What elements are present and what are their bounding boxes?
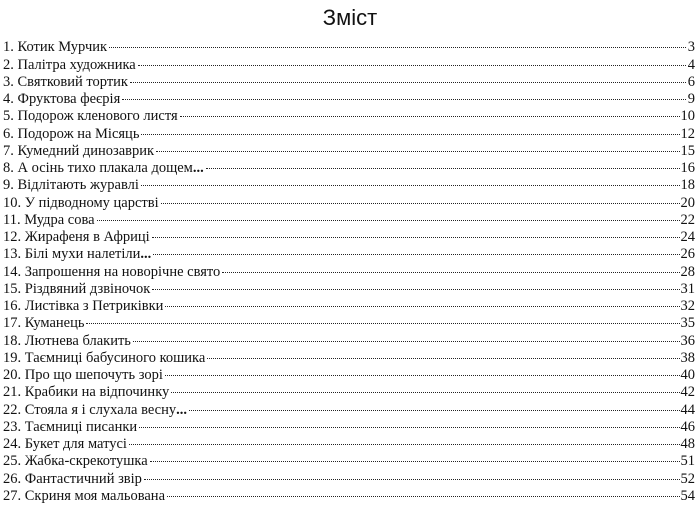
toc-dot-leader bbox=[167, 483, 680, 500]
toc-dot-leader bbox=[129, 431, 680, 448]
toc-entry-ellipsis: ... bbox=[176, 401, 187, 418]
toc-entry-title bbox=[3, 177, 141, 194]
toc-entry-label: Листівка з Петриківки bbox=[24, 298, 164, 314]
toc-entry-label: Скриня моя мальована bbox=[24, 487, 165, 504]
toc-dot-leader bbox=[206, 155, 680, 172]
toc-page-number: 15 bbox=[680, 142, 695, 159]
toc-dot-leader bbox=[130, 69, 686, 86]
toc-dot-leader bbox=[139, 414, 679, 431]
toc-entry-label: Котик Мурчик bbox=[17, 39, 108, 56]
toc-entry-title bbox=[3, 39, 109, 56]
toc-entry-number: 4. bbox=[3, 91, 14, 107]
toc-entry-number: 27. bbox=[3, 487, 22, 504]
toc-entry-number: 5. bbox=[3, 108, 14, 125]
toc-entry-title bbox=[3, 333, 133, 350]
toc-entry bbox=[3, 224, 695, 245]
toc-entry-label: У підводному царстві bbox=[24, 194, 159, 211]
toc-entry-number: 14. bbox=[3, 263, 22, 280]
toc-page-number: 26 bbox=[680, 246, 695, 263]
toc-dot-leader bbox=[165, 362, 680, 379]
toc-entry-title bbox=[3, 419, 139, 436]
toc-dot-leader bbox=[152, 276, 679, 293]
toc-entry-label: Білі мухи налетіли bbox=[24, 246, 141, 263]
toc-entry-label: Букет для матусі bbox=[24, 436, 127, 452]
toc-entry-number: 26. bbox=[3, 470, 22, 487]
toc-entry-label: Про що шепочуть зорі bbox=[24, 367, 163, 383]
toc-entry-number: 3. bbox=[3, 73, 14, 90]
toc-page-number: 40 bbox=[680, 367, 695, 383]
toc-entry-title bbox=[3, 91, 122, 108]
toc-page-number: 4 bbox=[687, 56, 695, 73]
toc-page-number: 10 bbox=[680, 108, 695, 125]
toc-entry bbox=[3, 310, 695, 332]
toc-entry-title bbox=[3, 281, 152, 298]
toc-entry-label: Відлітають журавлі bbox=[17, 177, 139, 194]
toc-page-number: 35 bbox=[680, 315, 695, 332]
toc-entry-number: 15. bbox=[3, 280, 22, 297]
toc-page-number: 6 bbox=[687, 73, 695, 90]
toc-entry-number: 20. bbox=[3, 367, 22, 383]
toc-entry-label: Фруктова феєрія bbox=[17, 91, 121, 107]
toc-dot-leader bbox=[207, 345, 679, 362]
toc-dot-leader bbox=[133, 327, 680, 344]
toc-entry-label: Палітра художника bbox=[17, 56, 136, 73]
toc-entry-number: 19. bbox=[3, 349, 22, 366]
toc-page-number: 38 bbox=[680, 349, 695, 366]
toc-entry-label: Запрошення на новорічне свято bbox=[24, 263, 221, 280]
toc-dot-leader bbox=[138, 51, 686, 68]
toc-entry-label: Подорож на Місяць bbox=[17, 125, 140, 142]
toc-page-number: 16 bbox=[680, 160, 695, 176]
toc-dot-leader bbox=[150, 448, 680, 465]
toc-entry-number: 25. bbox=[3, 453, 22, 470]
toc-dot-leader bbox=[152, 224, 680, 241]
toc-page-number: 28 bbox=[680, 263, 695, 280]
toc-entry-number: 9. bbox=[3, 177, 14, 194]
toc-entry-number: 10. bbox=[3, 194, 22, 211]
toc-entry-number: 17. bbox=[3, 315, 22, 332]
toc-entry-number: 21. bbox=[3, 384, 22, 401]
toc-entry bbox=[3, 327, 695, 349]
toc-entry-label: Подорож кленового листя bbox=[17, 108, 178, 125]
toc-entry-label: Таємниці писанки bbox=[24, 418, 138, 435]
toc-entry-label: Куманець bbox=[24, 315, 85, 332]
toc-page-number: 44 bbox=[680, 401, 695, 418]
toc-dot-leader bbox=[153, 241, 679, 258]
table-of-contents bbox=[3, 34, 695, 504]
toc-dot-leader bbox=[171, 379, 679, 396]
toc-entry-title bbox=[3, 57, 138, 74]
toc-page-number: 31 bbox=[680, 280, 695, 297]
toc-entry-number: 8. bbox=[3, 160, 14, 176]
toc-page-number: 48 bbox=[680, 436, 695, 452]
toc-entry-number: 24. bbox=[3, 436, 22, 452]
toc-dot-leader bbox=[144, 465, 680, 482]
toc-entry-label: Стояла я і слухала весну bbox=[24, 401, 177, 418]
toc-entry-number: 12. bbox=[3, 229, 22, 245]
toc-entry-number: 23. bbox=[3, 418, 22, 435]
toc-entry bbox=[3, 207, 695, 228]
toc-page-number: 18 bbox=[680, 177, 695, 194]
toc-entry-label: Святковий тортик bbox=[17, 73, 128, 90]
toc-entry-number: 13. bbox=[3, 246, 22, 263]
toc-entry-label: Різдвяний дзвіночок bbox=[24, 280, 151, 297]
toc-entry-number: 6. bbox=[3, 125, 14, 142]
toc-entry bbox=[3, 34, 695, 56]
toc-entry-label: Таємниці бабусиного кошика bbox=[24, 349, 206, 366]
toc-entry-number: 22. bbox=[3, 401, 22, 418]
toc-entry-title bbox=[3, 471, 144, 488]
toc-entry-label: Лютнева блакить bbox=[24, 332, 131, 349]
toc-dot-leader bbox=[156, 138, 679, 155]
toc-dot-leader bbox=[86, 310, 679, 327]
toc-page-number: 36 bbox=[680, 332, 695, 349]
toc-page-number: 32 bbox=[680, 298, 695, 314]
toc-entry-title bbox=[3, 74, 130, 91]
toc-entry-title bbox=[3, 367, 165, 384]
toc-dot-leader bbox=[180, 103, 680, 120]
toc-page-number: 51 bbox=[680, 453, 695, 470]
toc-entry-title bbox=[3, 212, 97, 229]
toc-dot-leader bbox=[141, 172, 680, 189]
toc-entry-label: Жирафеня в Африці bbox=[24, 229, 150, 245]
toc-page-number: 42 bbox=[680, 384, 695, 401]
toc-entry-title bbox=[3, 488, 167, 505]
toc-page-number: 12 bbox=[680, 125, 695, 142]
toc-entry-title bbox=[3, 453, 150, 470]
toc-entry-number: 11. bbox=[3, 211, 21, 228]
page-title: Зміст bbox=[322, 5, 378, 30]
toc-entry-label: Кумедний динозаврик bbox=[17, 142, 155, 159]
toc-page-number: 9 bbox=[687, 91, 695, 107]
toc-dot-leader bbox=[161, 189, 680, 206]
toc-entry-title bbox=[3, 229, 152, 246]
toc-entry-number: 18. bbox=[3, 332, 22, 349]
toc-entry-number: 7. bbox=[3, 142, 14, 159]
toc-entry-title bbox=[3, 384, 171, 401]
toc-page-number: 24 bbox=[680, 229, 695, 245]
toc-dot-leader bbox=[109, 34, 686, 51]
toc-entry-label: А осінь тихо плакала дощем bbox=[17, 160, 193, 176]
toc-page-number: 54 bbox=[680, 487, 695, 504]
toc-entry-label: Мудра сова bbox=[24, 211, 95, 228]
toc-entry-title bbox=[3, 436, 129, 453]
toc-page-number: 22 bbox=[680, 211, 695, 228]
toc-entry-number: 1. bbox=[3, 39, 14, 56]
toc-dot-leader bbox=[97, 207, 680, 224]
toc-entry-title bbox=[3, 315, 86, 332]
toc-entry-label: Жабка-скрекотушка bbox=[24, 453, 148, 470]
toc-page-number: 3 bbox=[687, 39, 695, 56]
toc-page-number: 20 bbox=[680, 194, 695, 211]
toc-dot-leader bbox=[122, 86, 686, 103]
toc-page-number: 52 bbox=[680, 470, 695, 487]
toc-entry-title bbox=[3, 126, 141, 143]
toc-entry-ellipsis: ... bbox=[192, 160, 204, 176]
toc-dot-leader bbox=[165, 293, 679, 310]
toc-entry-ellipsis: ... bbox=[140, 246, 152, 263]
toc-entry-number: 2. bbox=[3, 56, 14, 73]
toc-dot-leader bbox=[222, 258, 679, 275]
toc-dot-leader bbox=[141, 120, 679, 137]
toc-entry-title bbox=[3, 246, 153, 263]
toc-page-number: 46 bbox=[680, 418, 695, 435]
toc-entry-number: 16. bbox=[3, 298, 22, 314]
toc-dot-leader bbox=[189, 396, 680, 413]
toc-entry-label: Крабики на відпочинку bbox=[24, 384, 170, 401]
toc-entry-title bbox=[3, 143, 156, 160]
toc-entry-label: Фантастичний звір bbox=[24, 470, 142, 487]
